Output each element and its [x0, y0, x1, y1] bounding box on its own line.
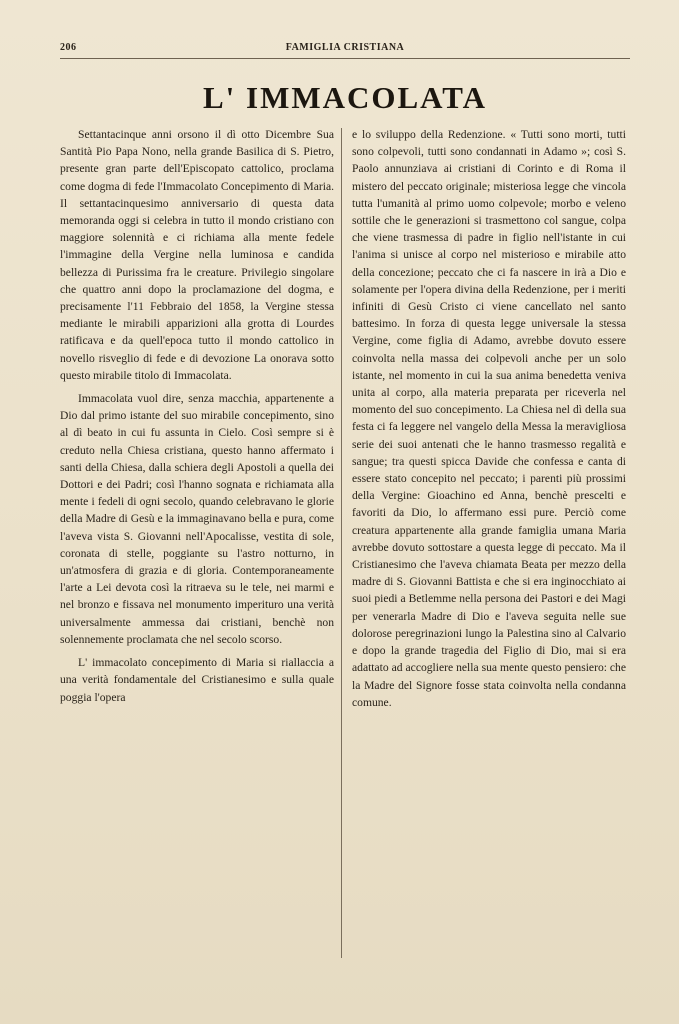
left-column: [60, 126, 334, 706]
page-header: [60, 40, 630, 56]
paragraph: Settantacinque anni orsono il dì otto Dicembre Sua Santità Pio Papa Nono, nella grande Basilica di S. Pietro, presente gran parte dell'Episcopato cattolico, proclama come dogma di fede l'Immacolato Concepimento di Maria. Il settantacinquesimo anniversario di questa data memoranda oggi si celebra in tutto il mondo cristiano con maggiore solennità e ci richiama alla mente fedele l'immagine della Vergine nella luminosa e candida bellezza di Purissima fra le creature. Privilegio singolare che quattro anni dopo la proclamazione del dogma, e precisamente l'11 Febbraio del 1858, la Vergine stessa mediante le mirabili apparizioni alla grotta di Lourdes ratificava e da quell'epoca tutto il mondo cattolico in novello risveglio di fede e di devozione La onorava sotto questo mirabile titolo di Immacolata.: [60, 128, 334, 382]
header-rule: [60, 58, 630, 59]
paragraph: Immacolata vuol dire, senza macchia, appartenente a Dio dal primo istante del suo mirabile concepimento, sino al dì beato in cui fu assunta in Cielo. Così sempre si è creduto nella Chiesa cristiana, questo hanno affermato i santi della Chiesa, dalla schiera degli Apostoli a quella dei Dottori e dei Padri; così l'hanno sognata e richiamata alla mente i fedeli di ogni secolo, quando celebravano le glorie della Madre di Gesù e la immaginavano bella e pura, come l'aveva vista S. Giovanni nell'Apocalisse, vestita di sole, coronata di stelle, poggiante su l'astro notturno, in un'atmosfera di grazia e di gloria. Contemporaneamente l'arte a Lei devota così la ritraeva su le tele, nei marmi e nel bronzo e fissava nel monumento imperituro una verità universalmente ammessa dai cristiani, benchè non solennemente proclamata che nel secolo scorso.: [60, 392, 334, 646]
paragraph: e lo sviluppo della Redenzione. « Tutti sono morti, tutti sono colpevoli, tutti sono condannati in Adamo »; così S. Paolo annunziava ai cristiani di Corinto e di Roma il mistero del peccato originale; misteriosa legge che vincola tutta l'umanità al primo uomo colpevole; morbo e veleno sottile che le generazioni si trasmettono col sangue, colpa che viene trasmessa di padre in figlio nell'istante in cui l'anima si unisce al corpo nel misterioso e mirabile atto della concezione; peccato che ci fa nascere in irà a Dio e solamente per l'opera divina della Redenzione, per i meriti infiniti di Gesù Cristo ci viene cancellato nel santo battesimo. In forza di questa legge universale la stessa Vergine, come figlia di Adamo, avrebbe dovuto essere coinvolta nella massa dei colpevoli anche per un solo istante, nel momento in cui la sua anima benedetta veniva unita al corpo, alla materia preparata per riceverla nel momento del suo concepimento. La Chiesa nel dì della sua festa ci fa leggere nel vangelo della Messa la meravigliosa serie dei suoi antenati che le hanno trasmesso regalità e sangue; tra questi spicca Davide che confessa e canta di essere stato concepito nel peccato; i parenti più prossimi della Vergine: Gioachino ed Anna, benchè prescelti e favoriti da Dio, lo affermano essi pure. Perciò come creatura appartenente alla grande famiglia umana Maria avrebbe dovuto sottostare a questa legge di peccato. Ma il Cristianesimo che l'aveva chiamata Beata per mezzo della madre di S. Giovanni Battista e che si era inginocchiato ai suoi piedi a Betlemme nella persona dei Pastori e dei Magi per venerarla Madre di Dio e l'aveva seguita nelle sue dolorose peregrinazioni lungo la Palestina sino al Calvario e dopo la grande tragedia del Figlio di Dio, mai si era adattato ad accogliere nella sua mente questo pensiero: che la Madre del Signore fosse stata coinvolta nella condanna comune.: [352, 128, 626, 709]
page-number: 206: [60, 42, 77, 53]
paragraph: L' immacolato concepimento di Maria si riallaccia a una verità fondamentale del Cristianesimo e sulla quale poggia l'opera: [60, 656, 334, 704]
article-title: L' IMMACOLATA: [202, 80, 488, 115]
column-divider: [341, 128, 342, 958]
running-title: FAMIGLIA CRISTIANA: [285, 42, 405, 53]
right-column: [352, 126, 626, 711]
